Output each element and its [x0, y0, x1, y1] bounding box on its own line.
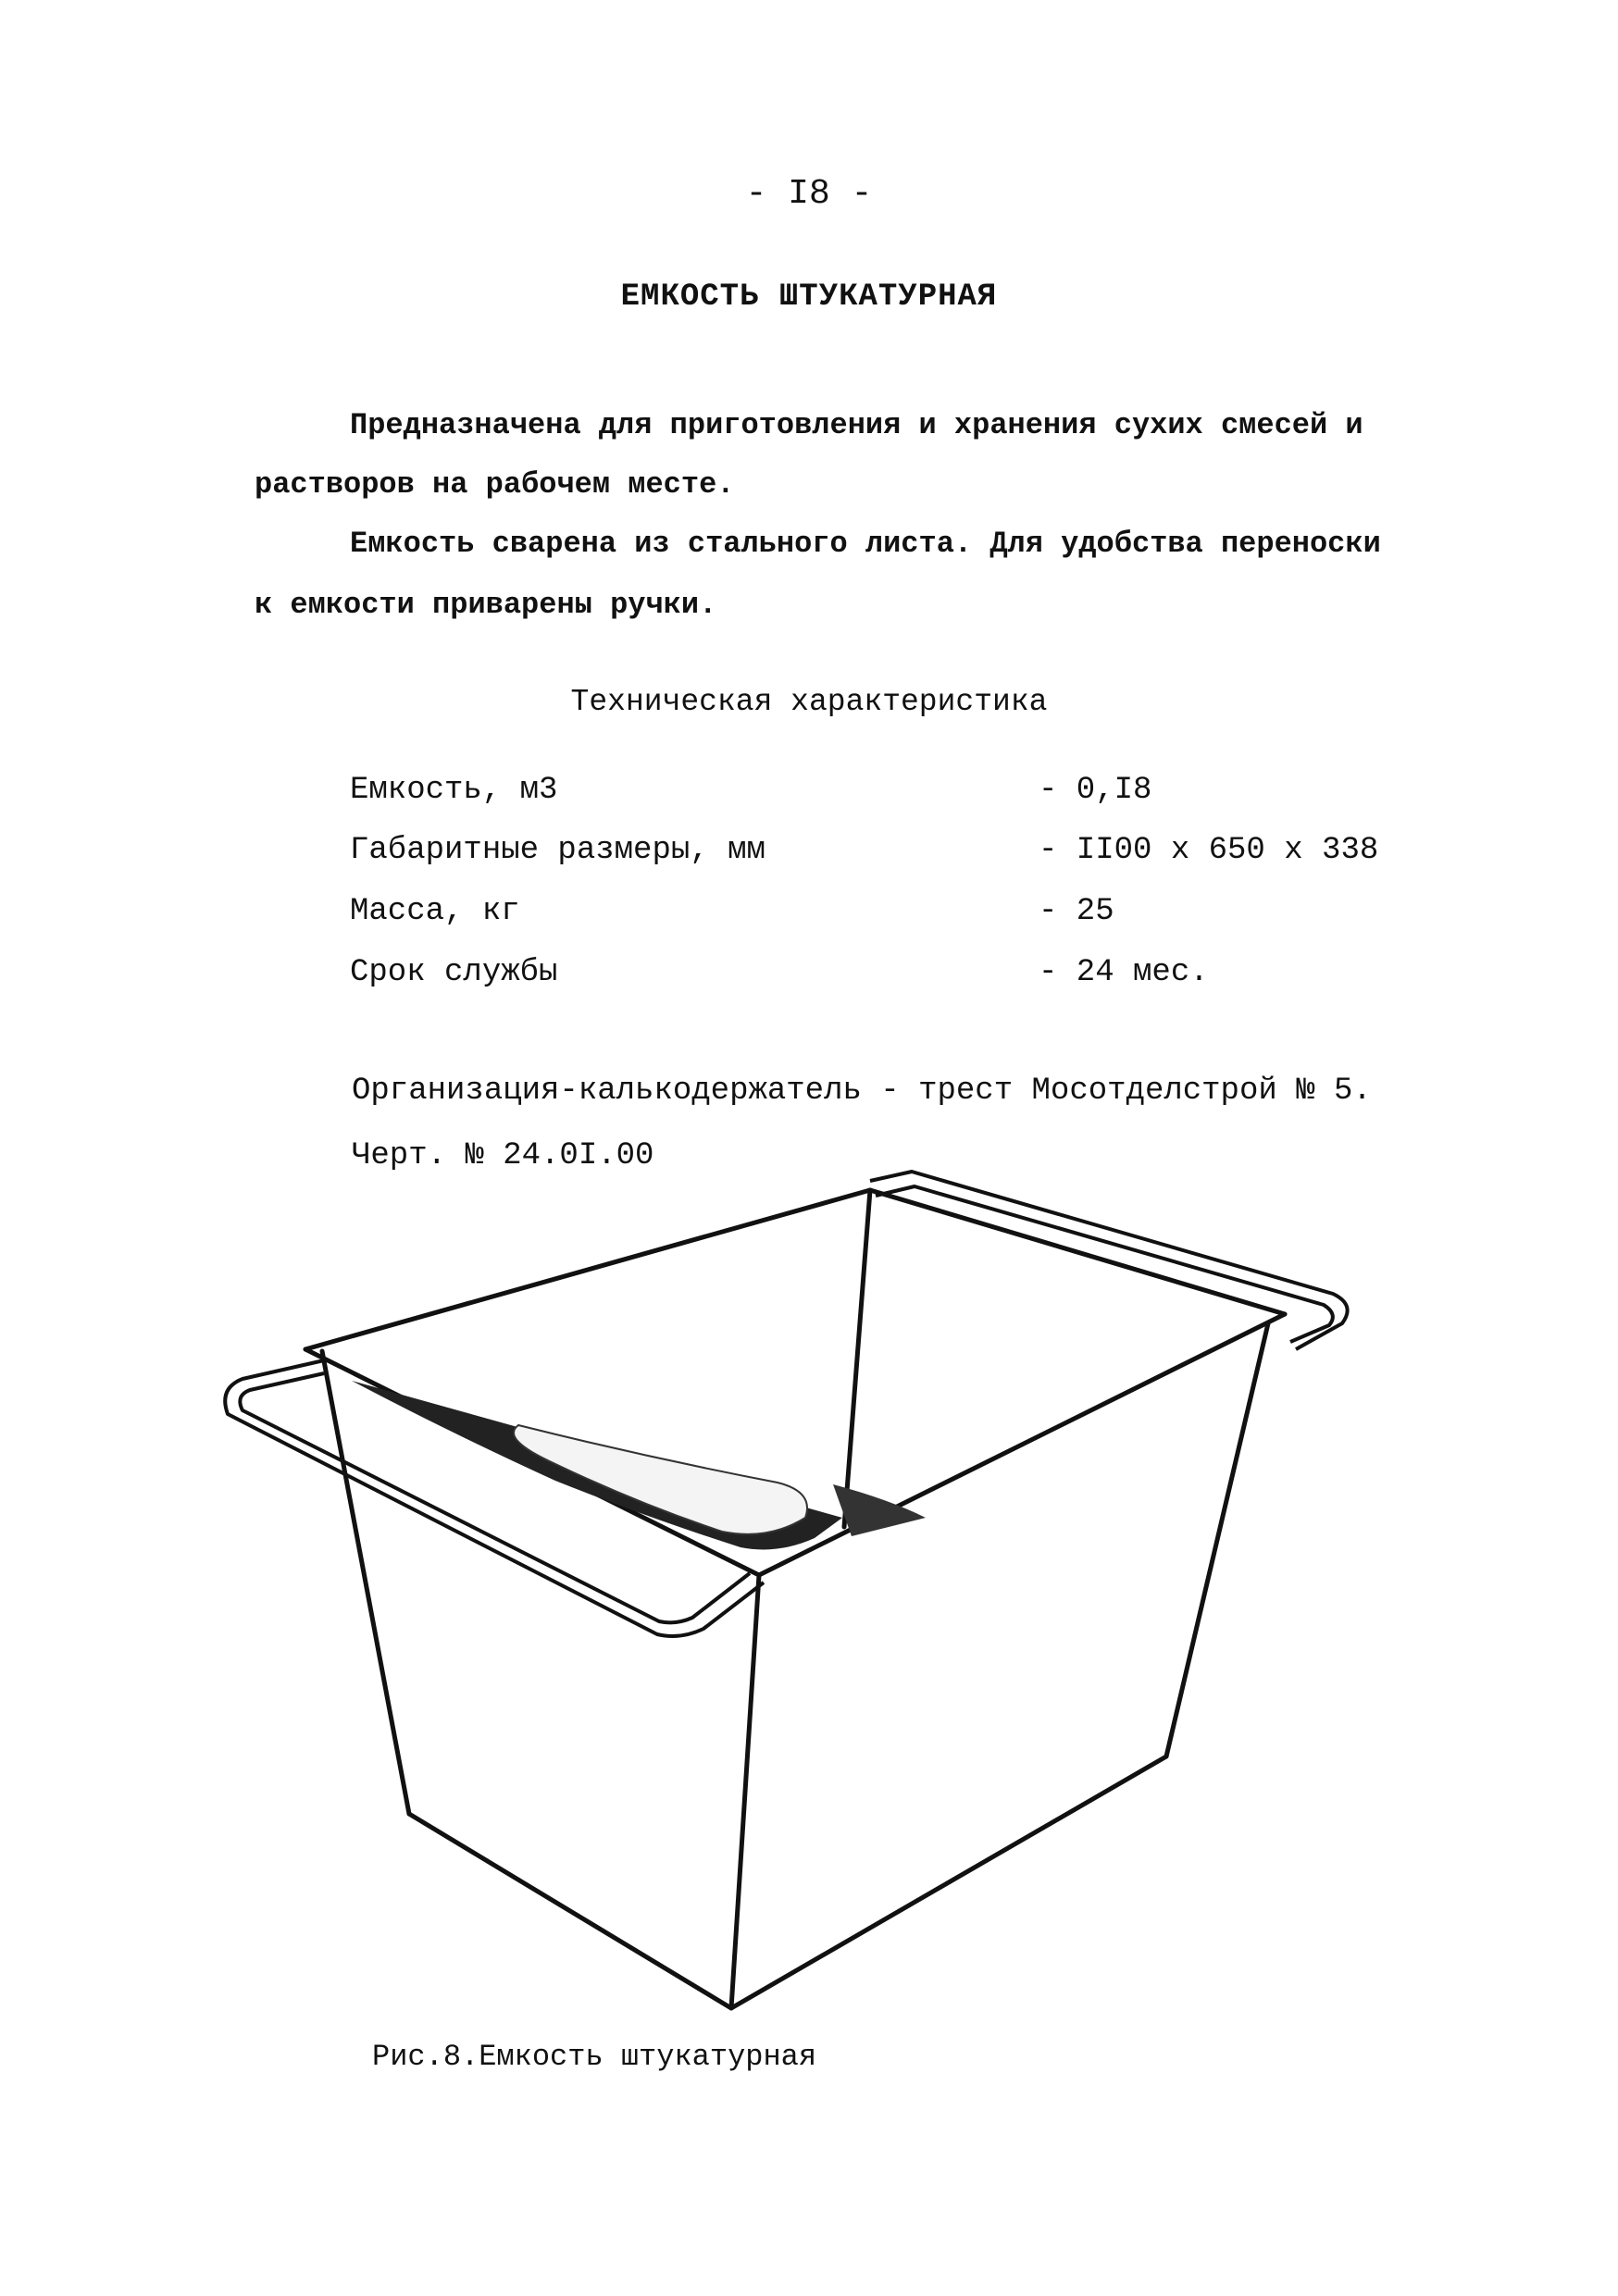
spec-label-dimensions: Габаритные размеры, мм	[350, 833, 765, 868]
left-side-edge	[322, 1351, 409, 1814]
paragraph-1-line-2: растворов на рабочем месте.	[255, 467, 735, 502]
front-vertical-edge	[731, 1575, 759, 2008]
interior-shading	[352, 1381, 926, 1549]
organization-line: Организация-калькодержатель - трест Мосотделстрой № 5.	[352, 1074, 1372, 1109]
drawing-number: Черт. № 24.0I.00	[352, 1138, 654, 1173]
spec-label-service-life: Срок службы	[350, 955, 558, 990]
page-number: - I8 -	[745, 174, 873, 214]
spec-label-capacity: Емкость, м3	[350, 773, 558, 808]
spec-value-mass: - 25	[1039, 894, 1114, 929]
bottom-edges	[409, 1756, 1166, 2008]
spec-value-dimensions: - II00 x 650 x 338	[1039, 833, 1379, 868]
rim-right-edge	[870, 1190, 1285, 1314]
plaster-container-drawing	[0, 1138, 1618, 2045]
spec-value-capacity: - 0,I8	[1039, 773, 1152, 808]
inner-back-corner-line	[844, 1190, 870, 1527]
rim-back-edge	[305, 1190, 870, 1349]
spec-heading: Техническая характеристика	[570, 685, 1048, 719]
spec-value-service-life: - 24 мес.	[1039, 955, 1209, 990]
spec-label-mass: Масса, кг	[350, 894, 520, 929]
paragraph-1-line-1: Предназначена для приготовления и хранения сухих смесей и	[350, 408, 1363, 442]
paragraph-2-line-2: к емкости приварены ручки.	[255, 588, 717, 622]
rim-front-edge	[759, 1314, 1285, 1575]
right-side-edge	[1166, 1323, 1268, 1756]
figure-caption: Рис.8.Емкость штукатурная	[372, 2040, 817, 2074]
document-title: ЕМКОСТЬ ШТУКАТУРНАЯ	[620, 279, 998, 315]
paragraph-2-line-1: Емкость сварена из стального листа. Для удобства переноски	[350, 527, 1381, 561]
